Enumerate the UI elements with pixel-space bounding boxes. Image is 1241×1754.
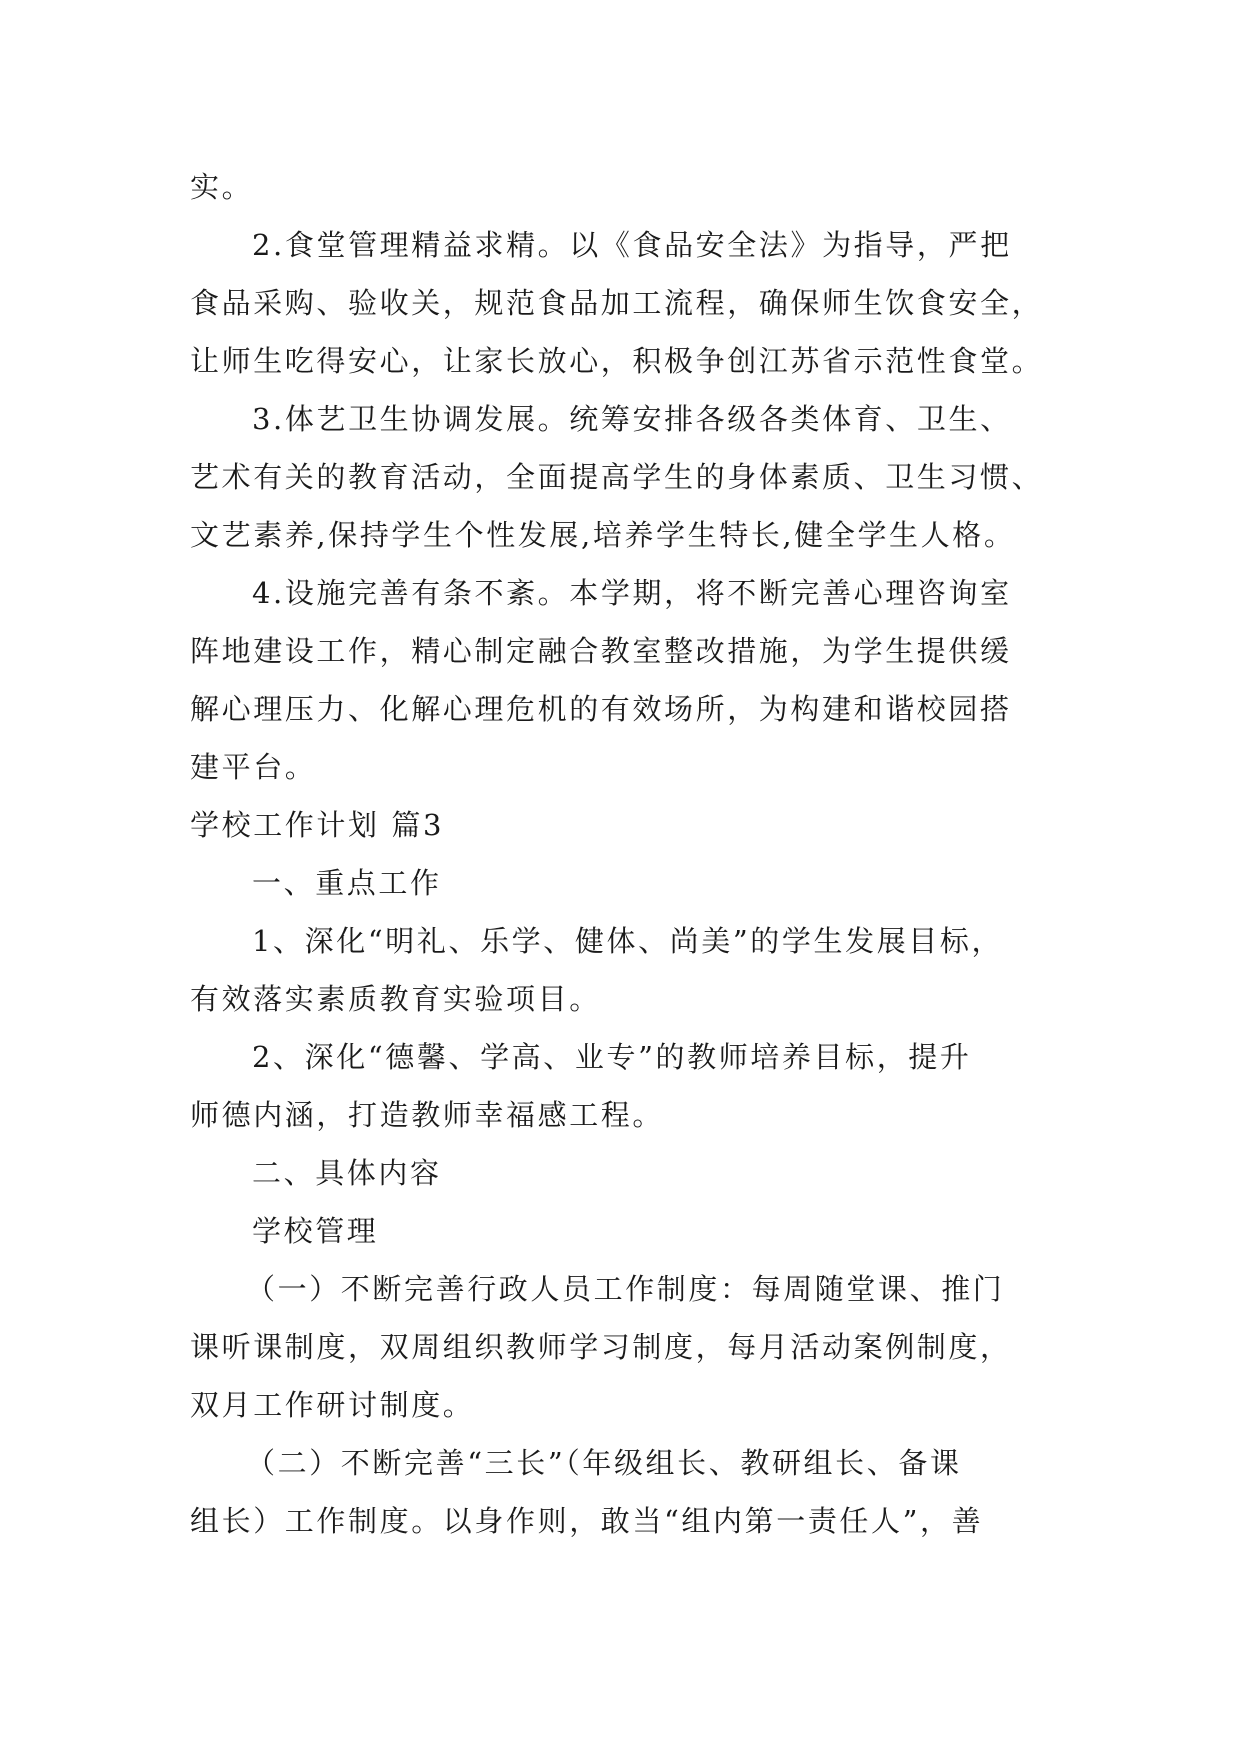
heading-school-management: 学校管理 [252, 1214, 379, 1248]
text-line-21: 课听课制度，双周组织教师学习制度，每月活动案例制度， [190, 1330, 1012, 1364]
text-line-16: 2、深化“德馨、学高、业专”的教师培养目标，提升 [252, 1040, 972, 1074]
text-line-8: 4.设施完善有条不紊。本学期，将不断完善心理咨询室 [252, 576, 1012, 610]
text-line-14: 1、深化“明礼、乐学、健体、尚美”的学生发展目标， [252, 924, 1004, 958]
heading-key-work: 一、重点工作 [252, 866, 442, 900]
text-line-24: 组长）工作制度。以身作则，敢当“组内第一责任人”，善 [190, 1504, 984, 1538]
text-line-3: 食品采购、验收关，规范食品加工流程，确保师生饮食安全， [190, 286, 1044, 320]
text-line-2: 2.食堂管理精益求精。以《食品安全法》为指导，严把 [252, 228, 1012, 262]
text-line-23: （二）不断完善“三长”（年级组长、教研组长、备课 [246, 1446, 962, 1480]
heading-specific-content: 二、具体内容 [252, 1156, 442, 1190]
text-line-6: 艺术有关的教育活动，全面提高学生的身体素质、卫生习惯、 [190, 460, 1044, 494]
text-line-20: （一）不断完善行政人员工作制度：每周随堂课、推门 [246, 1272, 1005, 1306]
text-line-11: 建平台。 [190, 750, 317, 784]
text-line-1: 实。 [190, 170, 254, 204]
text-line-15: 有效落实素质教育实验项目。 [190, 982, 601, 1016]
text-line-4: 让师生吃得安心，让家长放心，积极争创江苏省示范性食堂。 [190, 344, 1044, 378]
text-line-22: 双月工作研讨制度。 [190, 1388, 475, 1422]
text-line-10: 解心理压力、化解心理危机的有效场所，为构建和谐校园搭 [190, 692, 1012, 726]
text-line-17: 师德内涵，打造教师幸福感工程。 [190, 1098, 665, 1132]
text-line-9: 阵地建设工作，精心制定融合教室整改措施，为学生提供缓 [190, 634, 1012, 668]
document-body [190, 158, 1056, 1550]
section-title: 学校工作计划 篇3 [190, 808, 445, 842]
text-line-7: 文艺素养,保持学生个性发展,培养学生特长,健全学生人格。 [190, 518, 1016, 552]
text-line-5: 3.体艺卫生协调发展。统筹安排各级各类体育、卫生、 [252, 402, 1012, 436]
